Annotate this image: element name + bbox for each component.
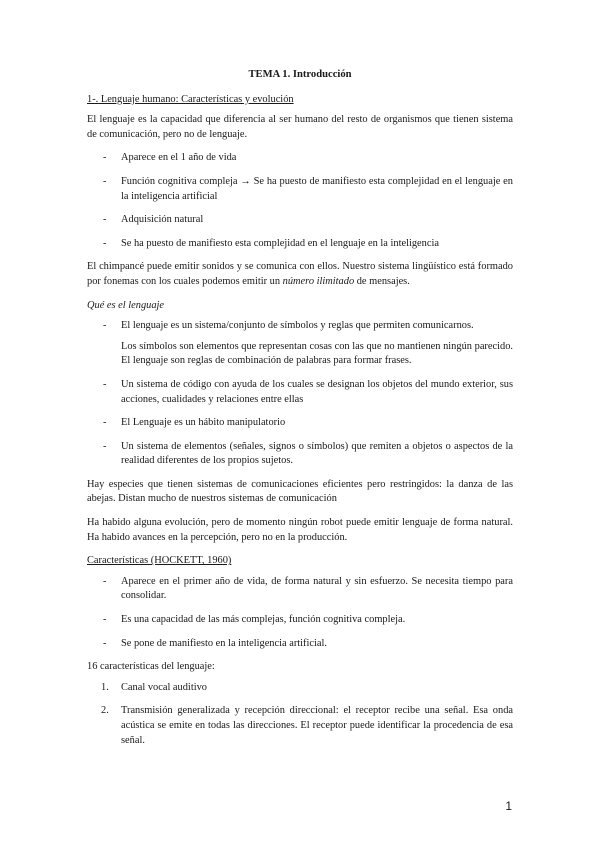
list-item: - Es una capacidad de las más complejas, función cognitiva compleja.: [87, 613, 513, 628]
list-item: - Aparece en el 1 año de vida: [87, 151, 513, 166]
bullet-list-1: [87, 151, 513, 251]
paragraph-list-intro: 16 características del lenguaje:: [87, 661, 215, 673]
section-heading-lenguaje-humano: 1-. Lenguaje humano: Características y evolución: [87, 93, 294, 105]
dash-bullet: -: [103, 175, 107, 187]
bullet-list-3: [87, 378, 513, 469]
page-number: 1: [505, 799, 512, 813]
list-item: - Se ha puesto de manifiesto esta complejidad en el lenguaje en la inteligencia: [87, 237, 513, 252]
italic-emphasis: número ilimitado: [282, 275, 355, 287]
list-item: - Función cognitiva compleja → Se ha puesto de manifiesto esta complejidad en el lenguaje en la inteligencia artificial: [103, 175, 513, 202]
paragraph-species: Hay especies que tienen sistemas de comunicaciones eficientes pero restringidos: la danza de las abejas. Distan mucho de nuestros sistemas de comunicación: [87, 478, 513, 505]
paragraph-evolution: Ha habido alguna evolución, pero de momento ningún robot puede emitir lenguaje de forma natural. Ha habido avances en la percepción, pero no en la producción.: [87, 517, 513, 543]
item-number: 1.: [101, 681, 109, 693]
numbered-item: 1. Canal vocal auditivo: [87, 681, 513, 696]
list-item-continuation: Los símbolos son elementos que representan cosas con las que no mantienen ningún parecido. El lenguaje son reglas de combinación de palabras para formar frases.: [121, 340, 513, 367]
bullet-list-4: [87, 575, 513, 651]
dash-bullet: -: [103, 214, 107, 226]
list-item: - Un sistema de elementos (señales, signos o símbolos) que remiten a objetos o aspectos de la realidad diferentes de los propios sujetos.: [103, 440, 513, 467]
bullet-list-2: [87, 319, 513, 334]
page-title: TEMA 1. Introducción: [248, 69, 352, 80]
dash-bullet: -: [103, 575, 107, 587]
list-item: - El Lenguaje es un hábito manipulatorio: [87, 416, 513, 431]
dash-bullet: -: [103, 237, 107, 249]
list-item: - El lenguaje es un sistema/conjunto de símbolos y reglas que permiten comunicarnos.: [87, 319, 513, 334]
item-number: 2.: [101, 705, 109, 717]
dash-bullet: -: [103, 378, 107, 390]
list-item: - Adquisición natural: [87, 213, 513, 228]
document-page: [87, 68, 513, 757]
dash-bullet: -: [103, 320, 107, 332]
section-heading-caracteristicas: Características (HOCKETT, 1960): [87, 555, 232, 567]
list-item: - Se pone de manifiesto en la inteligencia artificial.: [87, 637, 513, 652]
paragraph-chimpanzee: El chimpancé puede emitir sonidos y se comunica con ellos. Nuestro sistema lingüístico está formado por fonemas con los cuales podemos emitir un número ilimitado de mensajes.: [87, 261, 513, 287]
list-item: - Un sistema de código con ayuda de los cuales se designan los objetos del mundo exterior, sus acciones, cualidades y relaciones entre ellas: [103, 378, 513, 405]
numbered-list: [87, 681, 513, 748]
dash-bullet: -: [103, 152, 107, 164]
paragraph-intro: El lenguaje es la capacidad que diferencia al ser humano del resto de organismos que tienen sistema de comunicación, pero no de lenguaje.: [87, 114, 513, 140]
dash-bullet: -: [103, 637, 107, 649]
dash-bullet: -: [103, 440, 107, 452]
dash-bullet: -: [103, 417, 107, 429]
subheading-que-es-el-lenguaje: Qué es el lenguaje: [87, 299, 165, 311]
numbered-item: 2. Transmisión generalizada y recepción direccional: el receptor recibe una señal. Esa onda acústica se emite en todas las direcciones. El receptor puede identificar la procedencia de esa señal.: [101, 705, 513, 746]
list-item: - Aparece en el primer año de vida, de forma natural y sin esfuerzo. Se necesita tiempo para consolidar.: [103, 575, 513, 602]
dash-bullet: -: [103, 614, 107, 626]
